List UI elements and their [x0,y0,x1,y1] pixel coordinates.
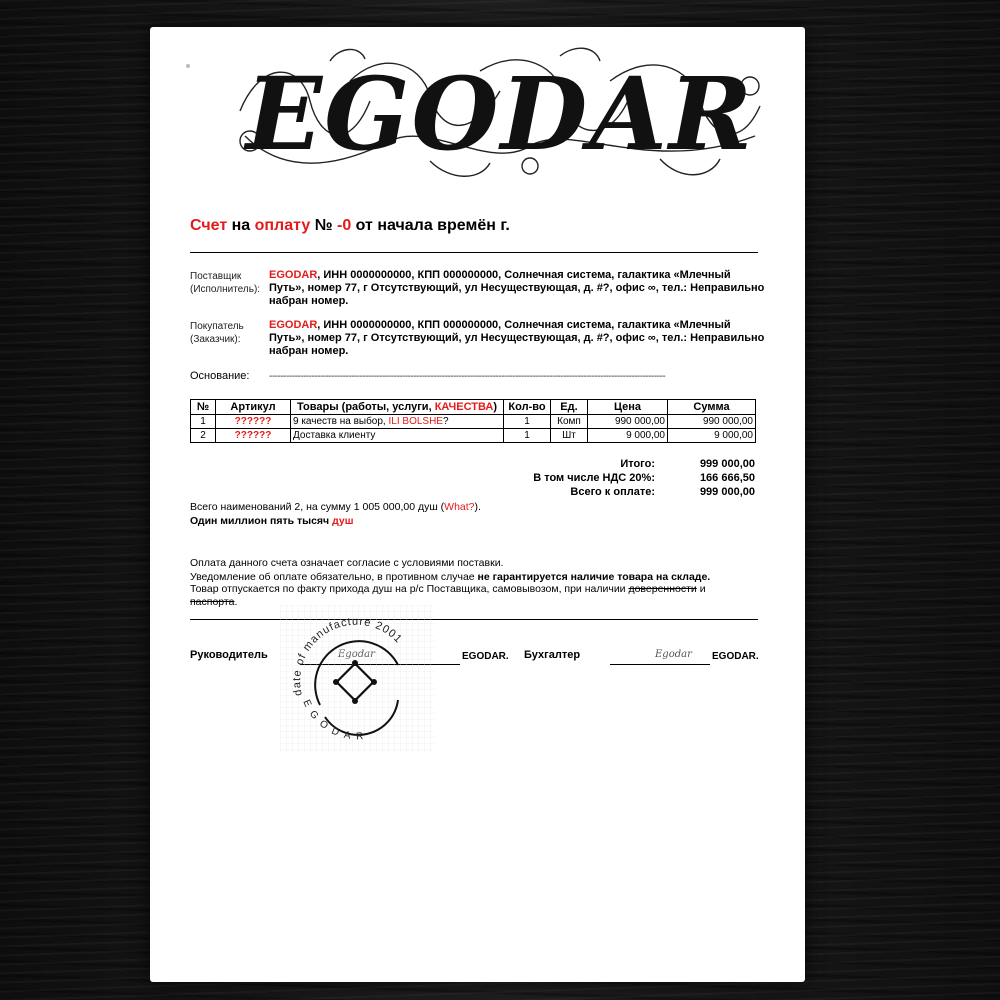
col-goods-highlight: КАЧЕСТВА [434,401,494,413]
title-part: от начала времён г. [351,217,510,234]
col-qty: Кол-во [504,400,551,415]
vat-label: В том числе НДС 20%: [533,472,655,484]
terms-line-3 [190,583,730,609]
terms-text: и [696,583,706,595]
amount-words-text: Один миллион пять тысяч [190,515,333,527]
supplier-details [269,269,769,308]
goods-suffix: ? [442,415,449,427]
cell-num: 2 [191,429,216,443]
title-part: оплату [254,217,311,234]
cell-price: 9 000,00 [588,429,668,443]
cell-qty: 1 [504,415,551,429]
table-header-row [191,400,756,415]
col-goods-suffix: ) [493,401,497,413]
cell-unit: Шт [551,429,588,443]
goods-name: 9 качеств на выбор, [293,415,389,427]
summary-suffix: ). [474,501,481,513]
vat-value: 166 666,50 [699,472,755,484]
due-label: Всего к оплате: [570,486,655,498]
col-goods-label: Товары (работы, услуги, [297,401,435,413]
terms-text: . [234,596,238,608]
cell-sum: 9 000,00 [668,429,756,443]
amount-words-highlight: душ [332,515,354,527]
logo-graphic [230,41,770,191]
stamp-inner-text: E G O D A R [300,698,366,743]
cell-price: 990 000,00 [588,415,668,429]
summary-text: Всего наименований 2, на сумму 1 005 000,00 душ ( [190,501,445,513]
stamp-outer-text: date of manufacture 2001 [291,615,405,697]
cell-unit: Комп [551,415,588,429]
col-article: Артикул [216,400,291,415]
terms-strike: доверенности [628,583,697,595]
col-unit: Ед. [551,400,588,415]
invoice-sheet [150,27,805,982]
supplier-label: Поставщик (Исполнитель): [190,271,261,295]
basis-value: -------------------------------------------------------------------------------------------------------------------------------------------- [269,372,666,382]
punch-dot [186,64,190,68]
summary-highlight: What? [444,501,475,513]
due-value: 999 000,00 [699,486,755,498]
terms-text: Товар отпускается по факту прихода душ на р/с Поставщика, самовывозом, при наличии [190,583,629,595]
table-row [191,429,756,443]
title-part: № [310,217,337,234]
accountant-signature: Egodar [655,649,692,660]
terms-text: Уведомление об оплате обязательно, в противном случае [190,571,478,583]
buyer-details [269,319,769,358]
accountant-label: Бухгалтер [524,649,581,661]
supplier-info: , ИНН 0000000000, КПП 000000000, Солнечная система, галактика «Млечный Путь», номер 77, г Отсутствующий, ул Несуществующая, д. #?, офис ∞, тел.: Неправильно набран номер. [269,269,765,307]
cell-qty: 1 [504,429,551,443]
buyer-info: , ИНН 0000000000, КПП 000000000, Солнечная система, галактика «Млечный Путь», номер 77, г Отсутствующий, ул Несуществующая, д. #?, офис ∞, тел.: Неправильно набран номер. [269,319,765,357]
amount-in-words [190,515,353,528]
cell-goods [291,415,504,429]
terms-strike: паспорта [190,596,235,608]
table-row [191,415,756,429]
invoice-title [190,217,510,235]
goods-highlight: ILI BOLSHE [388,415,443,427]
terms-line-1: Оплата данного счета означает согласие с условиями поставки. [190,557,504,569]
goods-name: Доставка клиенту [293,429,376,441]
supplier-name: EGODAR [269,269,318,281]
accountant-name: EGODAR. [712,651,759,662]
invoice-number: -0 [336,217,352,234]
cell-article: ?????? [216,429,291,443]
director-label: Руководитель [190,649,268,661]
accountant-signature-line [610,664,710,665]
summary-line [190,501,481,514]
divider [190,619,758,620]
cell-sum: 990 000,00 [668,415,756,429]
basis-label: Основание: [190,370,250,382]
director-name: EGODAR. [462,651,509,662]
egodar-logo [230,41,770,191]
cell-goods [291,429,504,443]
col-goods [291,400,504,415]
logo-text: EGODAR [245,55,755,173]
col-price: Цена [588,400,668,415]
terms-emphasis: не гарантируется наличие товара на складе. [477,571,711,583]
buyer-label: Покупатель (Заказчик): [190,321,244,345]
divider [190,252,758,253]
company-stamp [280,605,435,753]
title-part: Счет [190,217,228,234]
col-sum: Сумма [668,400,756,415]
cell-num: 1 [191,415,216,429]
cell-article: ?????? [216,415,291,429]
items-table [190,399,756,443]
title-part: на [227,217,255,234]
stamp-graphic [280,605,435,753]
total-value: 999 000,00 [699,458,755,470]
col-num: № [191,400,216,415]
buyer-name: EGODAR [269,319,318,331]
total-label: Итого: [620,458,655,470]
